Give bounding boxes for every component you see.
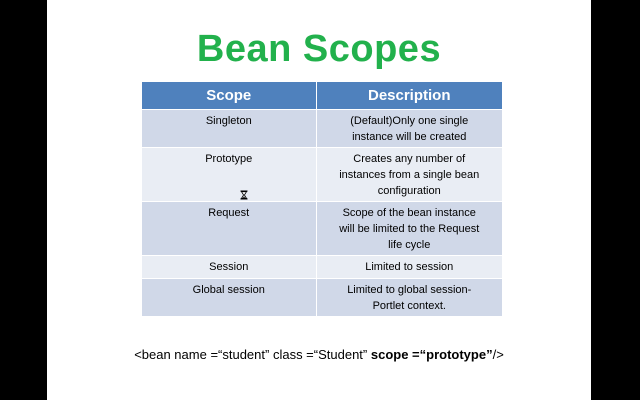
description-cell — [316, 256, 502, 279]
column-header-description: Description — [316, 82, 502, 110]
description-line: will be limited to the Request — [339, 223, 480, 235]
table-header-row — [142, 82, 502, 110]
description-line: instance will be created — [352, 131, 467, 143]
description-line: Limited to global session- — [347, 284, 472, 296]
description-cell — [316, 279, 502, 317]
slide-title: Bean Scopes — [196, 28, 442, 70]
scope-cell: Prototype — [142, 148, 316, 202]
table-row — [142, 279, 502, 317]
code-tag-end: /> — [492, 347, 504, 362]
scope-cell: Session — [142, 256, 316, 279]
bean-scopes-table — [142, 82, 502, 316]
description-line: life cycle — [388, 239, 431, 251]
description-line: configuration — [377, 185, 441, 197]
table-row — [142, 148, 502, 202]
code-scope-attribute: scope =“prototype” — [370, 347, 493, 362]
description-line: Scope of the bean instance — [342, 207, 476, 219]
description-line: (Default)Only one single — [350, 115, 469, 127]
description-line: instances from a single bean — [339, 169, 480, 181]
description-line: Creates any number of — [353, 153, 466, 165]
table-row — [142, 110, 502, 148]
description-line: Portlet context. — [372, 300, 446, 312]
description-line: Limited to session — [365, 261, 454, 273]
scope-cell: Singleton — [142, 110, 316, 148]
bean-definition-example — [47, 347, 591, 362]
scope-cell: Global session — [142, 279, 316, 317]
scope-cell: Request — [142, 202, 316, 256]
table-row — [142, 256, 502, 279]
presentation-slide — [47, 0, 591, 400]
table-row — [142, 202, 502, 256]
column-header-scope: Scope — [142, 82, 316, 110]
code-normal-text: <bean name =“student” class =“Student” — [134, 347, 371, 362]
hourglass-cursor-icon — [240, 190, 248, 200]
description-cell — [316, 110, 502, 148]
description-cell — [316, 148, 502, 202]
description-cell — [316, 202, 502, 256]
